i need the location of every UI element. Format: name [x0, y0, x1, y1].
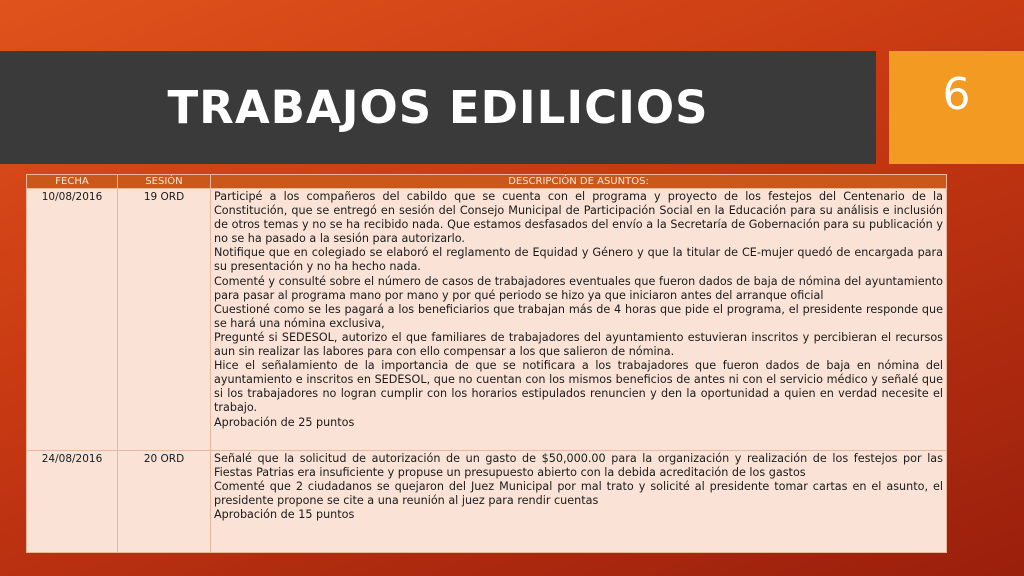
header-fecha: FECHA: [27, 175, 118, 189]
header-sesion: SESIÓN: [118, 175, 211, 189]
description-paragraph: Comenté y consulté sobre el número de casos de trabajadores eventuales que fueron dados de baja de nómina del ayuntamiento para pasar al programa mano por mano y por qué periodo se hizo ya que iniciaron antes del arranque oficial: [214, 274, 943, 302]
row-description: [211, 451, 947, 553]
description-paragraph: Aprobación de 15 puntos: [214, 508, 355, 522]
slide-title: TRABAJOS EDILICIOS: [167, 81, 709, 134]
description-paragraph: Cuestioné como se les pagará a los beneficiarios que trabajan más de 4 horas que pide el programa, el presidente responde que se hará una nómina exclusiva,: [214, 302, 943, 330]
description-paragraph: Comenté que 2 ciudadanos se quejaron del Juez Municipal por mal trato y solicité al presidente tomar cartas en el asunto, el presidente propone se cite a una reunión al juez para rendir cuentas: [214, 480, 943, 508]
table-row: [27, 451, 947, 553]
description-paragraph: Participé a los compañeros del cabildo que se cuenta con el programa y proyecto de los festejos del Centenario de la Constitución, que se entregó en sesión del Consejo Municipal de Participación Social en la Educación para su análisis e inclusión de otros temas y no se ha recibido nada. Que estamos desfasados del envío a la Secretaría de Gobernación para su publicación y no se ha pasado a la sesión para autorizarlo.: [214, 190, 943, 246]
header-descripcion: DESCRIPCIÓN DE ASUNTOS:: [211, 175, 947, 189]
description-paragraph: Aprobación de 25 puntos: [214, 415, 355, 429]
title-bar: [0, 51, 876, 164]
row-description: [211, 189, 947, 451]
row-fecha: 24/08/2016: [27, 451, 118, 553]
table-header-row: [27, 175, 947, 189]
row-fecha: 10/08/2016: [27, 189, 118, 451]
description-paragraph: Notifique que en colegiado se elaboró el reglamento de Equidad y Género y que la titular de CE-mujer quedó de encargada para su presentación y no ha hecho nada.: [214, 246, 943, 274]
slide-number-box: [889, 51, 1024, 164]
slide-number: 6: [942, 69, 971, 120]
description-paragraph: Señalé que la solicitud de autorización de un gasto de $50,000.00 para la organización y realización de los festejos por las Fiestas Patrias era insuficiente y propuse un presupuesto abierto con la debida acreditación de los gastos: [214, 452, 943, 480]
table-row: [27, 189, 947, 451]
description-paragraph: Pregunté si SEDESOL, autorizo el que familiares de trabajadores del ayuntamiento estuvieran inscritos y percibieran el recursos aun sin realizar las labores para con ello compensar a los que salieron de nómina.: [214, 330, 943, 359]
row-sesion: 20 ORD: [118, 451, 211, 553]
row-sesion: 19 ORD: [118, 189, 211, 451]
description-paragraph: Hice el señalamiento de la importancia de que se notificara a los trabajadores que fueron dados de baja en nómina del ayuntamiento e inscritos en SEDESOL, que no cuentan con los mismos beneficios de antes ni con el servicio médico y señalé que si los trabajadores no logran cumplir con los horarios estipulados renuncien y den la oportunidad a quien en verdad necesite el trabajo.: [214, 359, 943, 415]
minutes-table: [26, 174, 947, 553]
